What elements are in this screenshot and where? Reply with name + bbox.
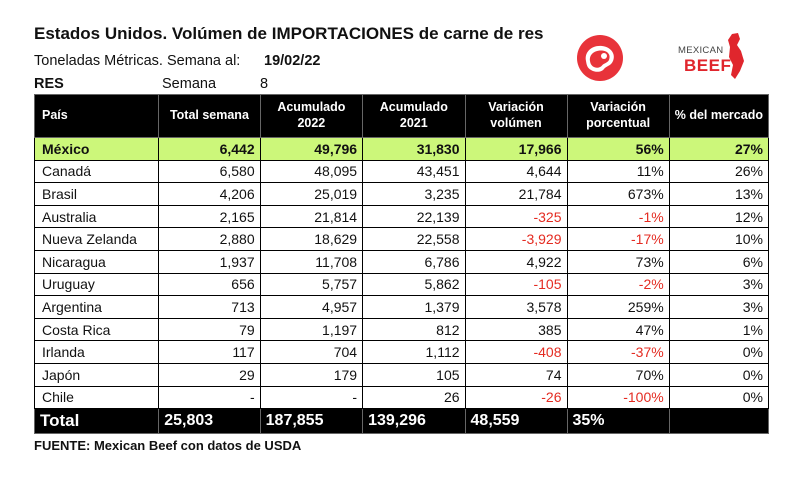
table-row [35,160,769,183]
table-row [35,363,769,386]
cell: Nicaragua [35,250,159,273]
cell: 2,880 [159,228,260,251]
category-line [34,76,268,92]
cell: 4,206 [159,183,260,206]
cell: -105 [465,273,567,296]
cell: 187,855 [260,409,362,434]
cell: 21,814 [260,205,362,228]
cell: 117 [159,341,260,364]
cell: - [260,386,362,409]
source-note: FUENTE: Mexican Beef con datos de USDA [34,438,302,453]
cell: 1,197 [260,318,362,341]
week-label: Semana [162,76,217,92]
cell: Costa Rica [35,318,159,341]
week-date: 19/02/22 [264,53,321,69]
cell: México [35,138,159,161]
col-header: País [35,95,159,138]
col-header: Total semana [159,95,260,138]
cell: 10% [669,228,768,251]
table-row [35,296,769,319]
cell: -37% [567,341,669,364]
cell: Uruguay [35,273,159,296]
cell: 179 [260,363,362,386]
imports-table [34,94,769,434]
col-header: Acumulado 2021 [363,95,465,138]
table-row [35,250,769,273]
cell: 18,629 [260,228,362,251]
cell: 13% [669,183,768,206]
cell: 25,019 [260,183,362,206]
cell: 12% [669,205,768,228]
cell: -408 [465,341,567,364]
category-label: RES [34,76,64,92]
cell: Nueva Zelanda [35,228,159,251]
cell: 385 [465,318,567,341]
cell: 27% [669,138,768,161]
cell: 11,708 [260,250,362,273]
table-row [35,341,769,364]
meat-steak-icon [576,34,624,82]
table-header-row [35,95,769,138]
cell: 5,862 [363,273,465,296]
cell: 0% [669,341,768,364]
units-label: Toneladas Métricas. Semana al: [34,53,241,69]
cell: 6% [669,250,768,273]
cell: 5,757 [260,273,362,296]
cell: -3,929 [465,228,567,251]
cell: -2% [567,273,669,296]
col-header: Variación porcentual [567,95,669,138]
cell: Irlanda [35,341,159,364]
brand-line1: MEXICAN [678,45,724,56]
cell: - [159,386,260,409]
cell: 812 [363,318,465,341]
cell: 48,095 [260,160,362,183]
cell: 3% [669,296,768,319]
cell: Canadá [35,160,159,183]
cell: 3% [669,273,768,296]
cell: 1,112 [363,341,465,364]
table-total-row [35,409,769,434]
cell: 25,803 [159,409,260,434]
units-line [34,53,320,69]
cell: 22,139 [363,205,465,228]
cell: 139,296 [363,409,465,434]
cell: -17% [567,228,669,251]
col-header: Variación volúmen [465,95,567,138]
cell: Brasil [35,183,159,206]
cell: 79 [159,318,260,341]
cell: 105 [363,363,465,386]
col-header: % del mercado [669,95,768,138]
cell: 22,558 [363,228,465,251]
cell: 26 [363,386,465,409]
cell: -325 [465,205,567,228]
table-row-highlight [35,138,769,161]
cell: Australia [35,205,159,228]
table-row [35,318,769,341]
cell: -26 [465,386,567,409]
cell: 26% [669,160,768,183]
cell: 3,578 [465,296,567,319]
brand-line2: BEEF [684,56,732,75]
cell: 2,165 [159,205,260,228]
cell: 6,580 [159,160,260,183]
table-row [35,183,769,206]
cell: Chile [35,386,159,409]
cell: 47% [567,318,669,341]
cell: Japón [35,363,159,386]
cell: -1% [567,205,669,228]
cell: 74 [465,363,567,386]
cell: 673% [567,183,669,206]
cell: 4,644 [465,160,567,183]
cell: 704 [260,341,362,364]
cell: 713 [159,296,260,319]
table-row [35,273,769,296]
cell: 21,784 [465,183,567,206]
cell: 656 [159,273,260,296]
report-title: Estados Unidos. Volúmen de IMPORTACIONES de carne de res [34,24,544,43]
cell: 259% [567,296,669,319]
cell: 1,937 [159,250,260,273]
cell: 6,786 [363,250,465,273]
cell: 56% [567,138,669,161]
cell: 6,442 [159,138,260,161]
table-row [35,386,769,409]
cell [669,409,768,434]
table-row [35,205,769,228]
cell: 35% [567,409,669,434]
cell: 4,957 [260,296,362,319]
cell: 4,922 [465,250,567,273]
cell: -100% [567,386,669,409]
cell: 0% [669,386,768,409]
cell: 1% [669,318,768,341]
cell: 73% [567,250,669,273]
cell: 31,830 [363,138,465,161]
cell: 1,379 [363,296,465,319]
cell: 43,451 [363,160,465,183]
cell: 29 [159,363,260,386]
cell: 70% [567,363,669,386]
cell: 49,796 [260,138,362,161]
cell: 0% [669,363,768,386]
cell: 48,559 [465,409,567,434]
cell: Total [35,409,159,434]
cell: Argentina [35,296,159,319]
cell: 11% [567,160,669,183]
mexican-beef-logo [678,31,754,83]
cell: 3,235 [363,183,465,206]
col-header: Acumulado 2022 [260,95,362,138]
week-number: 8 [260,76,269,92]
table-row [35,228,769,251]
cell: 17,966 [465,138,567,161]
